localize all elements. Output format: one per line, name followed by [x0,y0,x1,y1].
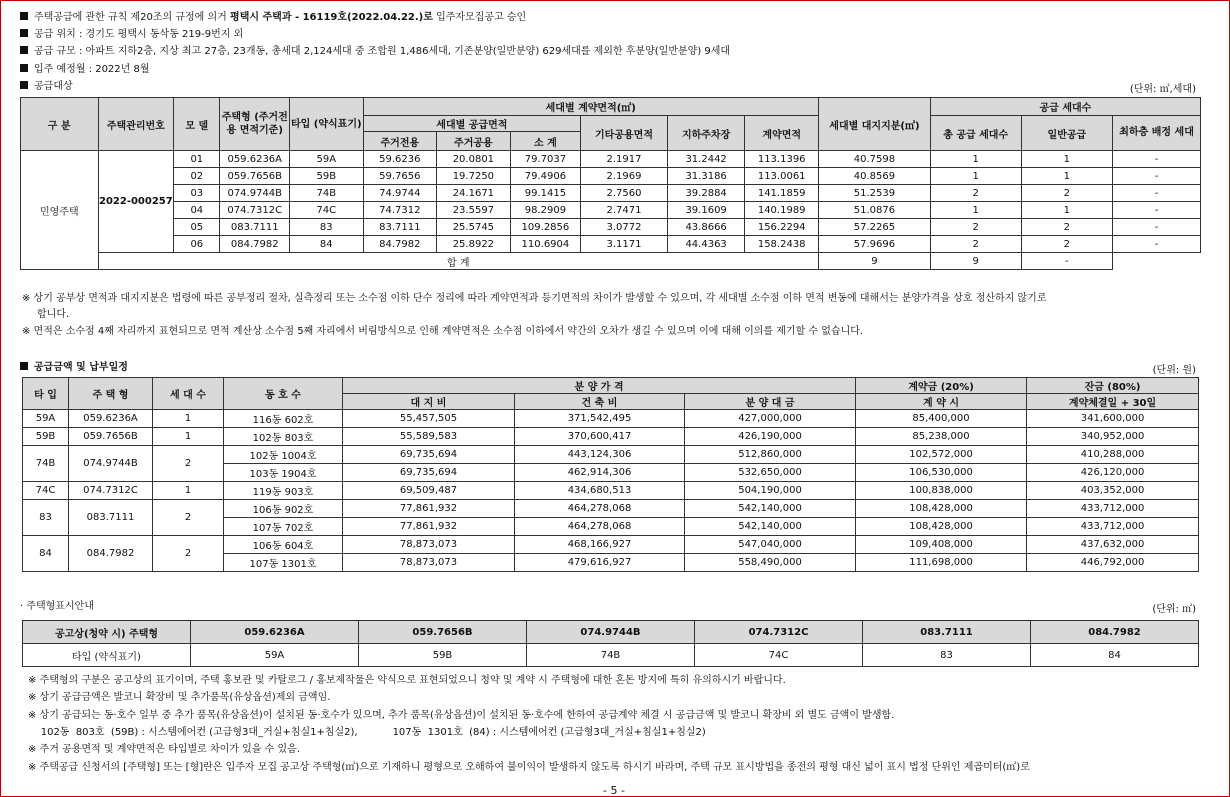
supply-cell-contract: 158.2438 [745,236,819,253]
supply-cell-land: 40.8569 [818,168,930,185]
supply-cell-parking: 31.3186 [667,168,745,185]
type-row-type [23,644,1199,667]
price-units-cell: 2 [153,536,224,572]
price-cell-balance: 340,952,000 [1027,428,1199,446]
supply-cell-house_type: 074.9744B [220,185,290,202]
price-cell-balance: 403,352,000 [1027,482,1199,500]
price-cell-building: 464,278,068 [515,518,685,536]
supply-cell-exclusive: 84.7982 [363,236,437,253]
col-price-deposit: 계약금 (20%) [856,378,1027,394]
price-cell-building: 370,600,417 [515,428,685,446]
col-contract: 계약면적 [745,116,819,151]
price-cell-total: 426,190,000 [685,428,856,446]
supply-cell-exclusive: 74.9744 [363,185,437,202]
col-exclusive: 주거전용 [363,132,437,151]
supply-cell-exclusive: 74.7312 [363,202,437,219]
price-cell-land: 78,873,073 [343,536,515,554]
price-cell-building: 464,278,068 [515,500,685,518]
price-row [23,428,1199,446]
supply-cell-house_type: 074.7312C [220,202,290,219]
price-house-type-cell: 074.7312C [69,482,153,500]
price-cell-balance: 341,600,000 [1027,410,1199,428]
supply-cell-general: 1 [1021,151,1113,168]
header-line-target: 공급대상 [20,80,73,93]
type-section-title: · 주택형표시안내 [20,601,94,612]
header-line-approval: 주택공급에 관한 규칙 제20조의 규정에 의거 평택시 주택과 - 16119호(2022.04.22.)로 입주자모집공고 승인 [20,11,526,24]
note-type-3-detail: 102동 803호 (59B) : 시스템에어컨 (고급형3대_거실+침실1+침실2), 107동 1301호 (84) : 시스템에어컨 (고급형3대_거실+침실1+침실2) [28,727,706,738]
note-area-1-cont: 합니다. [37,309,70,320]
page-number: - 5 - [603,784,625,797]
price-cell-balance: 433,712,000 [1027,518,1199,536]
supply-cell-parking: 31.2442 [667,151,745,168]
col-supply-area: 세대별 공급면적 [363,116,581,132]
price-type-cell: 74C [23,482,69,500]
price-cell-building: 462,914,306 [515,464,685,482]
supply-cell-model: 02 [174,168,220,185]
col-gubun: 구 분 [21,98,99,151]
price-type-cell: 59A [23,410,69,428]
supply-cell-house_type: 059.7656B [220,168,290,185]
price-cell-total: 542,140,000 [685,500,856,518]
price-cell-building: 443,124,306 [515,446,685,464]
supply-cell-lowest: - [1113,168,1201,185]
bullet-square-icon [20,29,28,37]
bullet-square-icon [20,362,28,370]
supply-cell-contract: 141.1859 [745,185,819,202]
col-model: 모 델 [174,98,220,151]
col-land-share: 세대별 대지지분(㎡) [818,98,930,151]
supply-cell-exclusive: 59.6236 [363,151,437,168]
col-house-type: 주택형 (주거전용 면적기준) [220,98,290,151]
supply-cell-subtotal: 99.1415 [510,185,581,202]
price-cell-building: 434,680,513 [515,482,685,500]
price-house-type-cell: 059.6236A [69,410,153,428]
type-abbrev-cell: 83 [863,644,1031,667]
supply-cell-common: 23.5597 [437,202,511,219]
col-price-building: 건 축 비 [515,394,685,410]
supply-total-row [21,253,1201,270]
type-table [22,620,1199,667]
col-general: 일반공급 [1021,116,1113,151]
type-house-type-cell: 059.6236A [191,621,359,644]
bullet-square-icon [20,81,28,89]
supply-cell-total: 1 [930,202,1021,219]
price-cell-total: 547,040,000 [685,536,856,554]
price-cell-dong_ho: 116동 602호 [224,410,343,428]
type-abbrev-cell: 84 [1031,644,1199,667]
col-contract-area: 세대별 계약면적(㎡) [363,98,818,116]
bullet-square-icon [20,46,28,54]
price-cell-total: 512,860,000 [685,446,856,464]
supply-cell-type: 59B [290,168,364,185]
type-house-type-cell: 084.7982 [1031,621,1199,644]
supply-cell-common: 19.7250 [437,168,511,185]
supply-cell-subtotal: 110.6904 [510,236,581,253]
supply-cell-lowest: - [1113,185,1201,202]
supply-cell-subtotal: 109.2856 [510,219,581,236]
type-abbrev-cell: 74B [527,644,695,667]
supply-cell-model: 01 [174,151,220,168]
supply-cell-common: 24.1671 [437,185,511,202]
supply-cell-lowest: - [1113,151,1201,168]
price-cell-building: 479,616,927 [515,554,685,572]
price-cell-total: 558,490,000 [685,554,856,572]
price-house-type-cell: 074.9744B [69,446,153,482]
price-cell-land: 78,873,073 [343,554,515,572]
type-house-type-cell: 074.7312C [695,621,863,644]
total-general-cell: 9 [930,253,1021,270]
supply-cell-other: 2.7560 [581,185,668,202]
supply-row [21,168,1201,185]
price-cell-dong_ho: 106동 902호 [224,500,343,518]
price-row [23,446,1199,464]
supply-cell-general: 1 [1021,202,1113,219]
supply-cell-other: 2.1917 [581,151,668,168]
type-row1-label: 공고상(청약 시) 주택형 [23,621,191,644]
col-price-house-type: 주 택 형 [69,378,153,410]
col-parking: 지하주차장 [667,116,745,151]
total-units-cell: 9 [818,253,930,270]
price-type-cell: 59B [23,428,69,446]
note-type-2: ※ 상기 공급금액은 발코니 확장비 및 추가품목(유상옵션)제외 금액임. [28,692,331,703]
supply-cell-general: 2 [1021,236,1113,253]
supply-cell-type: 74C [290,202,364,219]
supply-cell-contract: 140.1989 [745,202,819,219]
supply-table [20,97,1201,270]
col-price-sale-price: 분 양 가 격 [343,378,856,394]
bullet-square-icon [20,64,28,72]
supply-cell-type: 59A [290,151,364,168]
price-row [23,536,1199,554]
price-cell-deposit: 108,428,000 [856,500,1027,518]
supply-row [21,151,1201,168]
price-cell-dong_ho: 103동 1904호 [224,464,343,482]
header-line-movein: 입주 예정월 : 2022년 8월 [20,63,150,76]
supply-cell-contract: 156.2294 [745,219,819,236]
supply-cell-exclusive: 83.7111 [363,219,437,236]
price-cell-total: 504,190,000 [685,482,856,500]
price-table [22,377,1199,572]
supply-cell-total: 2 [930,219,1021,236]
type-abbrev-cell: 59A [191,644,359,667]
col-subtotal: 소 계 [510,132,581,151]
price-unit-label: (단위: 원) [1152,365,1196,376]
price-cell-balance: 433,712,000 [1027,500,1199,518]
supply-cell-other: 3.1171 [581,236,668,253]
type-unit-label: (단위: ㎡) [1152,604,1196,615]
price-house-type-cell: 059.7656B [69,428,153,446]
price-type-cell: 84 [23,536,69,572]
mgmt-no-cell: 2022-000257 [98,151,174,253]
supply-cell-house_type: 084.7982 [220,236,290,253]
col-lowest-floor: 최하층 배정 세대 [1113,116,1201,151]
price-cell-deposit: 106,530,000 [856,464,1027,482]
supply-cell-house_type: 059.6236A [220,151,290,168]
price-cell-deposit: 100,838,000 [856,482,1027,500]
price-cell-deposit: 85,238,000 [856,428,1027,446]
supply-cell-exclusive: 59.7656 [363,168,437,185]
price-cell-land: 69,735,694 [343,446,515,464]
price-cell-deposit: 109,408,000 [856,536,1027,554]
supply-cell-land: 57.9696 [818,236,930,253]
supply-cell-house_type: 083.7111 [220,219,290,236]
supply-cell-parking: 39.2884 [667,185,745,202]
price-units-cell: 1 [153,410,224,428]
price-cell-deposit: 111,698,000 [856,554,1027,572]
header-line-scale: 공급 규모 : 아파트 지하2층, 지상 최고 27층, 23개동, 총세대 2,124세대 중 조합원 1,486세대, 기존분양(일반분양) 629세대를 제외한 후분양(일반분양) 9세대 [20,45,730,58]
supply-row [21,185,1201,202]
type-row2-label: 타입 (약식표기) [23,644,191,667]
price-cell-balance: 437,632,000 [1027,536,1199,554]
supply-cell-other: 2.7471 [581,202,668,219]
price-cell-deposit: 85,400,000 [856,410,1027,428]
price-type-cell: 83 [23,500,69,536]
col-price-deposit-when: 계 약 시 [856,394,1027,410]
col-price-type: 타 입 [23,378,69,410]
supply-cell-common: 25.5745 [437,219,511,236]
price-cell-land: 55,457,505 [343,410,515,428]
col-price-total: 분 양 대 금 [685,394,856,410]
supply-row [21,236,1201,253]
supply-cell-model: 05 [174,219,220,236]
note-type-1: ※ 주택형의 구분은 공고상의 표기이며, 주택 홍보관 및 카탈로그 / 홍보제작물은 약식으로 표현되었으니 청약 및 계약 시 주택형에 대한 혼돈 방지에 특히 유의하시기 바랍니다. [28,675,786,686]
price-cell-deposit: 108,428,000 [856,518,1027,536]
supply-cell-land: 51.0876 [818,202,930,219]
price-cell-dong_ho: 106동 604호 [224,536,343,554]
price-house-type-cell: 083.7111 [69,500,153,536]
price-house-type-cell: 084.7982 [69,536,153,572]
col-price-land: 대 지 비 [343,394,515,410]
supply-cell-type: 84 [290,236,364,253]
supply-cell-lowest: - [1113,202,1201,219]
price-cell-land: 77,861,932 [343,500,515,518]
type-house-type-cell: 074.9744B [527,621,695,644]
price-cell-total: 427,000,000 [685,410,856,428]
price-row [23,482,1199,500]
supply-cell-general: 1 [1021,168,1113,185]
supply-cell-total: 1 [930,168,1021,185]
supply-cell-land: 51.2539 [818,185,930,202]
price-row [23,500,1199,518]
price-cell-dong_ho: 107동 702호 [224,518,343,536]
category-cell: 민영주택 [21,151,99,270]
price-cell-dong_ho: 119동 903호 [224,482,343,500]
col-price-dong-ho: 동 호 수 [224,378,343,410]
col-supply-units: 공급 세대수 [930,98,1200,116]
header-line-location: 공급 위치 : 경기도 평택시 동삭동 219-9번지 외 [20,28,243,41]
price-type-cell: 74B [23,446,69,482]
col-total-units: 총 공급 세대수 [930,116,1021,151]
supply-cell-parking: 43.8666 [667,219,745,236]
type-abbrev-cell: 59B [359,644,527,667]
supply-cell-land: 40.7598 [818,151,930,168]
supply-cell-lowest: - [1113,236,1201,253]
supply-row [21,202,1201,219]
note-type-4: ※ 주거 공용면적 및 계약면적은 타입별로 차이가 있을 수 있음. [28,744,301,755]
price-cell-building: 371,542,495 [515,410,685,428]
type-row-house-type [23,621,1199,644]
price-cell-total: 532,650,000 [685,464,856,482]
price-cell-dong_ho: 102동 1004호 [224,446,343,464]
col-type: 타입 (약식표기) [290,98,364,151]
supply-cell-land: 57.2265 [818,219,930,236]
supply-cell-other: 2.1969 [581,168,668,185]
price-cell-balance: 410,288,000 [1027,446,1199,464]
price-cell-balance: 426,120,000 [1027,464,1199,482]
price-cell-land: 69,735,694 [343,464,515,482]
total-label-cell: 합 계 [98,253,818,270]
supply-cell-total: 2 [930,185,1021,202]
note-area-2: ※ 면적은 소수점 4째 자리까지 표현되므로 면적 계산상 소수점 5째 자리에서 버림방식으로 인해 계약면적은 소수점 이하에서 약간의 오차가 생길 수 있으며 이에 대해 이의를 제기할 수 없습니다. [22,326,864,337]
supply-cell-subtotal: 98.2909 [510,202,581,219]
note-type-5: ※ 주택공급 신청서의 [주택형] 또는 [형]란은 입주자 모집 공고상 주택형(㎡)으로 기재하니 평형으로 오해하여 불이익이 발생하지 않도록 하시기 바라며, 주택 규모 표시방법을 종전의 평형 대신 넓이 표시 법정 단위인 제곱미터(㎡)로 [28,762,1030,773]
bullet-square-icon [20,12,28,20]
supply-cell-lowest: - [1113,219,1201,236]
note-area-1: ※ 상기 공부상 면적과 대지지분은 법령에 따른 공부정리 절차, 실측정리 또는 소수점 이하 단수 정리에 따라 계약면적과 등기면적의 차이가 발생할 수 있으며, 각 세대별 소수점 이하 면적 변동에 대해서는 분양가격을 상호 정산하지 않기로 [22,293,1047,304]
supply-cell-parking: 44.4363 [667,236,745,253]
type-abbrev-cell: 74C [695,644,863,667]
price-cell-balance: 446,792,000 [1027,554,1199,572]
col-price-balance: 잔금 (80%) [1027,378,1199,394]
supply-cell-contract: 113.1396 [745,151,819,168]
supply-cell-contract: 113.0061 [745,168,819,185]
supply-cell-common: 20.0801 [437,151,511,168]
col-other-common: 기타공용면적 [581,116,668,151]
col-mgmt-no: 주택관리번호 [98,98,174,151]
price-cell-building: 468,166,927 [515,536,685,554]
type-house-type-cell: 059.7656B [359,621,527,644]
type-house-type-cell: 083.7111 [863,621,1031,644]
price-units-cell: 2 [153,500,224,536]
supply-cell-total: 2 [930,236,1021,253]
supply-cell-parking: 39.1609 [667,202,745,219]
supply-unit-label: (단위: ㎡,세대) [1129,84,1196,95]
supply-cell-model: 04 [174,202,220,219]
price-cell-total: 542,140,000 [685,518,856,536]
price-cell-dong_ho: 102동 803호 [224,428,343,446]
col-common: 주거공용 [437,132,511,151]
price-cell-deposit: 102,572,000 [856,446,1027,464]
price-row [23,410,1199,428]
supply-cell-type: 74B [290,185,364,202]
supply-cell-total: 1 [930,151,1021,168]
supply-cell-model: 03 [174,185,220,202]
supply-cell-model: 06 [174,236,220,253]
price-section-title: 공급금액 및 납부일정 [20,361,128,374]
supply-cell-subtotal: 79.4906 [510,168,581,185]
total-lowest-cell: - [1021,253,1113,270]
price-cell-dong_ho: 107동 1301호 [224,554,343,572]
supply-cell-subtotal: 79.7037 [510,151,581,168]
price-units-cell: 2 [153,446,224,482]
col-price-balance-when: 계약체결일 + 30일 [1027,394,1199,410]
price-units-cell: 1 [153,482,224,500]
supply-cell-general: 2 [1021,219,1113,236]
note-type-3: ※ 상기 공급되는 동·호수 일부 중 추가 품목(유상옵션)이 설치된 동·호수가 있으며, 추가 품목(유상옵션)이 설치된 동·호수에 한하여 공급계약 체결 시 공급금액 및 발코니 확장비 외 별도 금액이 발생함. [28,710,895,721]
price-cell-land: 55,589,583 [343,428,515,446]
price-cell-land: 69,509,487 [343,482,515,500]
supply-cell-general: 2 [1021,185,1113,202]
supply-cell-other: 3.0772 [581,219,668,236]
price-units-cell: 1 [153,428,224,446]
col-price-units: 세 대 수 [153,378,224,410]
price-cell-land: 77,861,932 [343,518,515,536]
supply-row [21,219,1201,236]
supply-cell-common: 25.8922 [437,236,511,253]
supply-cell-type: 83 [290,219,364,236]
